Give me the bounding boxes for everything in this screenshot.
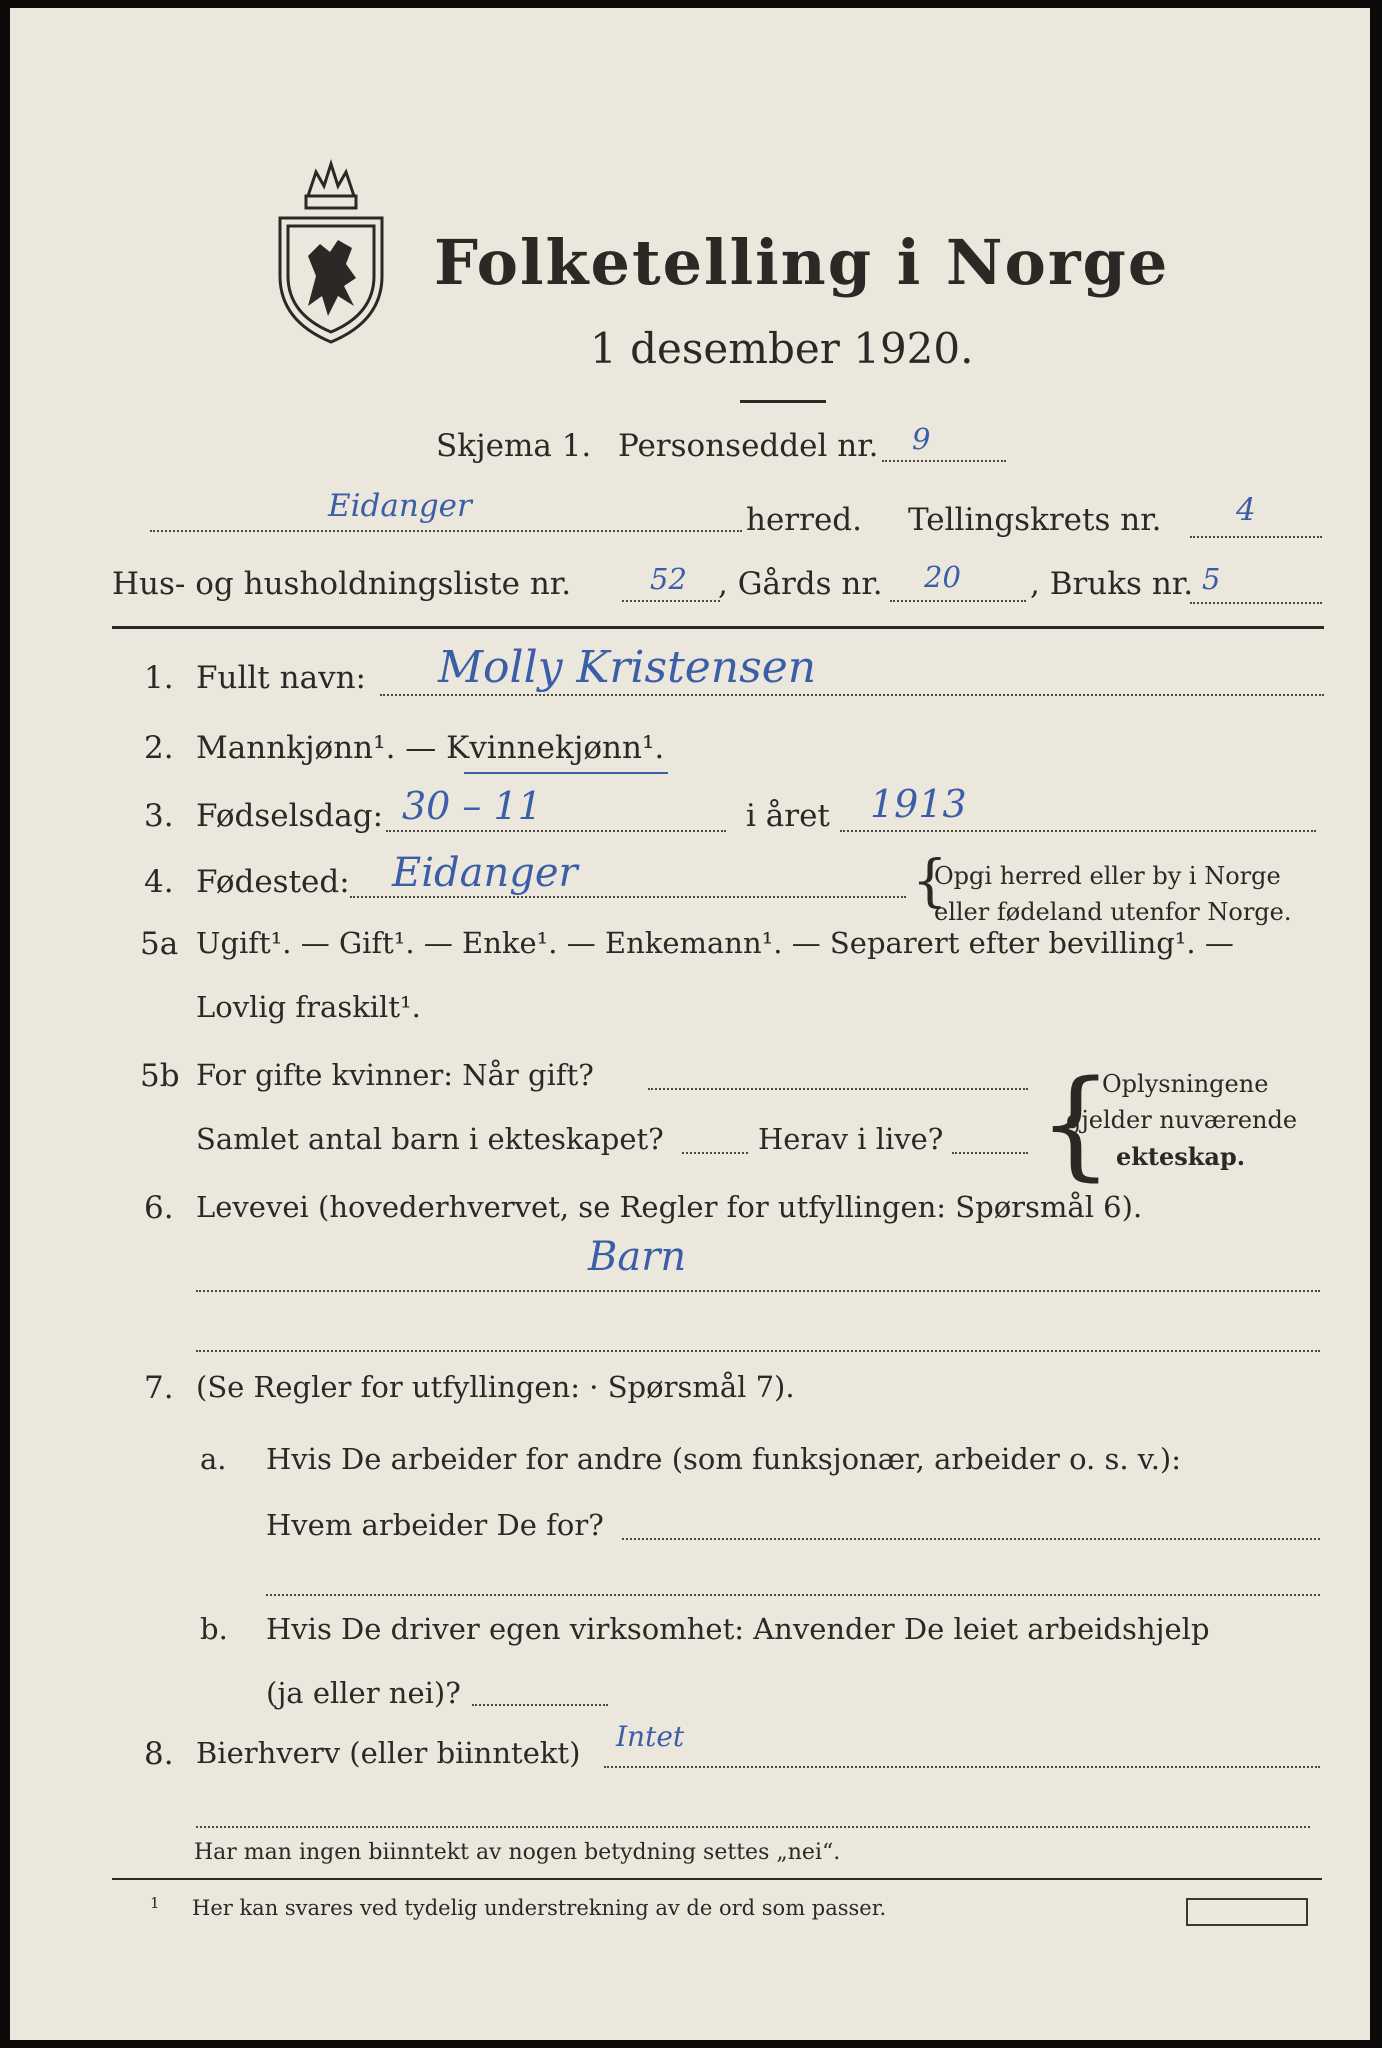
q6-line-1 <box>196 1290 1320 1292</box>
kvinnekjonn-underline <box>464 772 668 774</box>
bruks-value[interactable]: 5 <box>1202 562 1221 596</box>
footer-rule <box>112 1878 1322 1880</box>
q5b-line2b: Herav i live? <box>758 1122 944 1156</box>
q3-number: 3. <box>144 798 174 834</box>
q5b-line1: For gifte kvinner: Når gift? <box>196 1058 594 1092</box>
full-name-value[interactable]: Molly Kristensen <box>438 642 817 693</box>
q7b-line <box>472 1704 608 1706</box>
q5b-note-3: ekteskap. <box>1116 1142 1246 1171</box>
q8-line-2 <box>196 1826 1310 1828</box>
q4-number: 4. <box>144 864 174 900</box>
q7a-line-2 <box>266 1594 1320 1596</box>
q5a-line2: Lovlig fraskilt¹. <box>196 990 421 1024</box>
q5a-number: 5a <box>140 926 179 962</box>
q5b-gift-line <box>648 1088 1028 1090</box>
q7b-line2: (ja eller nei)? <box>266 1676 461 1710</box>
q6-number: 6. <box>144 1190 174 1226</box>
q7a-line1: Hvis De arbeider for andre (som funksjonær, arbeider o. s. v.): <box>266 1442 1182 1476</box>
form-title: Folketelling i Norge <box>434 226 1170 299</box>
q7-label: (Se Regler for utfyllingen: · Spørsmål 7). <box>196 1370 795 1404</box>
q1-line <box>380 694 1324 696</box>
q4-line <box>350 896 906 898</box>
coat-of-arms-icon <box>268 156 394 346</box>
q5b-barn-line <box>682 1152 748 1154</box>
q8-number: 8. <box>144 1736 174 1772</box>
q1-number: 1. <box>144 660 174 696</box>
hus-value[interactable]: 52 <box>650 562 687 596</box>
tellingskrets-value[interactable]: 4 <box>1236 492 1256 528</box>
q4-brace: { <box>912 849 948 914</box>
personseddel-line <box>882 460 1006 462</box>
q2-label: Mannkjønn¹. — Kvinnekjønn¹. <box>196 730 665 766</box>
personseddel-value[interactable]: 9 <box>912 422 931 456</box>
gards-line <box>890 600 1026 602</box>
q1-label: Fullt navn: <box>196 660 366 696</box>
q5b-brace: { <box>1038 1054 1114 1192</box>
q5b-note-2: gjelder nuværende <box>1066 1106 1298 1134</box>
schema-label: Skjema 1. <box>436 428 592 464</box>
census-date: 1 desember 1920. <box>590 324 974 373</box>
bruks-label: , Bruks nr. <box>1030 566 1194 602</box>
q5b-note-1: Oplysningene <box>1102 1070 1269 1098</box>
occupation-value[interactable]: Barn <box>588 1234 687 1280</box>
personseddel-label: Personseddel nr. <box>618 428 879 464</box>
q8-label: Bierhverv (eller biinntekt) <box>196 1736 581 1770</box>
birth-date-value[interactable]: 30 – 11 <box>402 784 542 828</box>
herred-label: herred. <box>746 502 862 538</box>
hus-line <box>622 600 720 602</box>
q7b-letter: b. <box>200 1612 228 1646</box>
census-form <box>10 8 1370 2040</box>
title-divider <box>740 400 826 403</box>
hus-label: Hus- og husholdningsliste nr. <box>112 566 572 602</box>
footnote-marker: 1 <box>150 1894 160 1912</box>
q5a-line1: Ugift¹. — Gift¹. — Enke¹. — Enkemann¹. — Separert efter bevilling¹. — <box>196 926 1234 960</box>
printer-stamp <box>1186 1898 1308 1926</box>
q3-label: Fødselsdag: <box>196 798 384 834</box>
q7-number: 7. <box>144 1370 174 1406</box>
tellingskrets-line <box>1190 536 1322 538</box>
q3-year-label: i året <box>746 798 830 834</box>
q5b-live-line <box>952 1152 1028 1154</box>
q4-note-2: eller fødeland utenfor Norge. <box>934 898 1292 926</box>
birth-year-value[interactable]: 1913 <box>870 782 967 826</box>
q7a-letter: a. <box>200 1442 227 1476</box>
q5b-line2: Samlet antal barn i ekteskapet? <box>196 1122 664 1156</box>
birthplace-value[interactable]: Eidanger <box>392 850 578 896</box>
q3-year-line <box>840 830 1316 832</box>
bruks-line <box>1190 602 1322 604</box>
q8-line <box>604 1766 1320 1768</box>
gards-value[interactable]: 20 <box>924 560 961 594</box>
footnote-text: Her kan svares ved tydelig understrekning av de ord som passer. <box>192 1896 887 1920</box>
q7b-line1: Hvis De driver egen virksomhet: Anvender De leiet arbeidshjelp <box>266 1612 1210 1646</box>
herred-line <box>150 530 742 532</box>
q4-note-1: Opgi herred eller by i Norge <box>934 862 1281 890</box>
q3-date-line <box>386 830 726 832</box>
gards-label: , Gårds nr. <box>718 566 883 602</box>
q7a-line2: Hvem arbeider De for? <box>266 1508 604 1542</box>
q7a-line <box>622 1538 1320 1540</box>
herred-value[interactable]: Eidanger <box>328 488 472 524</box>
q6-line-2 <box>196 1350 1320 1352</box>
q5b-number: 5b <box>140 1058 180 1094</box>
q8-note: Har man ingen biinntekt av nogen betydning settes „nei“. <box>194 1840 841 1865</box>
q4-label: Fødested: <box>196 864 350 900</box>
q6-label: Levevei (hovederhvervet, se Regler for utfyllingen: Spørsmål 6). <box>196 1190 1143 1224</box>
tellingskrets-label: Tellingskrets nr. <box>908 502 1162 538</box>
q2-number: 2. <box>144 730 174 766</box>
header-rule <box>112 626 1324 629</box>
side-income-value[interactable]: Intet <box>616 1720 685 1753</box>
